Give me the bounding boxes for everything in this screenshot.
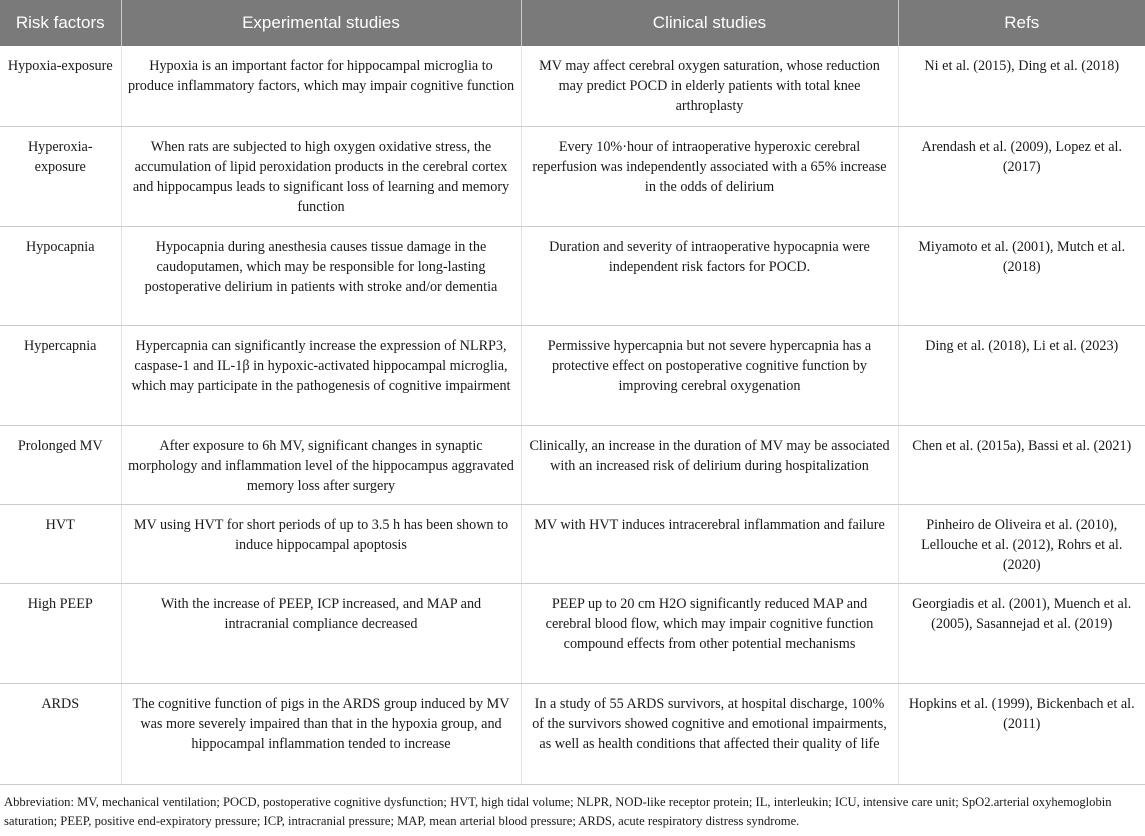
refs-cell: Georgiadis et al. (2001), Muench et al. (2005), Sasannejad et al. (2019) <box>898 583 1145 683</box>
refs-cell: Ni et al. (2015), Ding et al. (2018) <box>898 46 1145 126</box>
table-row <box>0 46 1145 126</box>
clinical-cell: Duration and severity of intraoperative hypocapnia were independent risk factors for POCD. <box>521 226 898 325</box>
clinical-cell: MV with HVT induces intracerebral inflammation and failure <box>521 504 898 583</box>
clinical-cell: MV may affect cerebral oxygen saturation, whose reduction may predict POCD in elderly patients with total knee arthroplasty <box>521 46 898 126</box>
risk-factor-cell: Hypoxia-exposure <box>0 46 121 126</box>
clinical-cell: Every 10%·hour of intraoperative hyperoxic cerebral reperfusion was independently associated with a 65% increase in the odds of delirium <box>521 126 898 226</box>
clinical-cell: In a study of 55 ARDS survivors, at hospital discharge, 100% of the survivors showed cognitive and emotional impairments, as well as health conditions that affected their quality of life <box>521 683 898 784</box>
clinical-cell: Clinically, an increase in the duration of MV may be associated with an increased risk of delirium during hospitalization <box>521 425 898 504</box>
refs-cell: Pinheiro de Oliveira et al. (2010), Lellouche et al. (2012), Rohrs et al. (2020) <box>898 504 1145 583</box>
risk-factor-cell: HVT <box>0 504 121 583</box>
abbreviation-footnote: Abbreviation: MV, mechanical ventilation; POCD, postoperative cognitive dysfunction; HVT, high tidal volume; NLPR, NOD-like receptor protein; IL, interleukin; ICU, intensive care unit; SpO2.arterial oxyhemoglobin saturation; PEEP, positive end-expiratory pressure; ICP, intracranial pressure; MAP, mean arterial blood pressure; ARDS, acute respiratory distress syndrome. <box>4 794 1112 828</box>
refs-cell: Hopkins et al. (1999), Bickenbach et al. (2011) <box>898 683 1145 784</box>
table-row <box>0 425 1145 504</box>
experimental-cell: After exposure to 6h MV, significant changes in synaptic morphology and inflammation level of the hippocampus aggravated memory loss after surgery <box>121 425 521 504</box>
table-row <box>0 583 1145 683</box>
table-row <box>0 683 1145 784</box>
clinical-cell: Permissive hypercapnia but not severe hypercapnia has a protective effect on postoperative cognitive function by improving cerebral oxygenation <box>521 325 898 425</box>
experimental-cell: With the increase of PEEP, ICP increased, and MAP and intracranial compliance decreased <box>121 583 521 683</box>
table-row <box>0 504 1145 583</box>
risk-factor-cell: Hypocapnia <box>0 226 121 325</box>
header-refs: Refs <box>898 0 1145 46</box>
refs-cell: Chen et al. (2015a), Bassi et al. (2021) <box>898 425 1145 504</box>
risk-factor-cell: High PEEP <box>0 583 121 683</box>
experimental-cell: When rats are subjected to high oxygen oxidative stress, the accumulation of lipid peroxidation products in the cerebral cortex and hippocampus leads to significant loss of learning and memory function <box>121 126 521 226</box>
table-row <box>0 325 1145 425</box>
table-row <box>0 126 1145 226</box>
risk-factor-cell: Hypercapnia <box>0 325 121 425</box>
experimental-cell: The cognitive function of pigs in the ARDS group induced by MV was more severely impaired than that in the hypoxia group, and hippocampal inflammation tended to increase <box>121 683 521 784</box>
experimental-cell: MV using HVT for short periods of up to 3.5 h has been shown to induce hippocampal apoptosis <box>121 504 521 583</box>
experimental-cell: Hypercapnia can significantly increase the expression of NLRP3, caspase-1 and IL-1β in hypoxic-activated hippocampal microglia, which may participate in the pathogenesis of cognitive impairment <box>121 325 521 425</box>
experimental-cell: Hypocapnia during anesthesia causes tissue damage in the caudoputamen, which may be responsible for long-lasting postoperative delirium in patients with stroke and/or dementia <box>121 226 521 325</box>
risk-factor-cell: Hyperoxia-exposure <box>0 126 121 226</box>
clinical-cell: PEEP up to 20 cm H2O significantly reduced MAP and cerebral blood flow, which may impair cognitive function compound effects from other potential mechanisms <box>521 583 898 683</box>
header-clinical-studies: Clinical studies <box>521 0 898 46</box>
table-row <box>0 226 1145 325</box>
risk-factor-cell: Prolonged MV <box>0 425 121 504</box>
table-header-row <box>0 0 1145 46</box>
header-risk-factors: Risk factors <box>0 0 121 46</box>
refs-cell: Arendash et al. (2009), Lopez et al. (2017) <box>898 126 1145 226</box>
header-experimental-studies: Experimental studies <box>121 0 521 46</box>
risk-factor-cell: ARDS <box>0 683 121 784</box>
refs-cell: Ding et al. (2018), Li et al. (2023) <box>898 325 1145 425</box>
refs-cell: Miyamoto et al. (2001), Mutch et al. (2018) <box>898 226 1145 325</box>
experimental-cell: Hypoxia is an important factor for hippocampal microglia to produce inflammatory factors, which may impair cognitive function <box>121 46 521 126</box>
